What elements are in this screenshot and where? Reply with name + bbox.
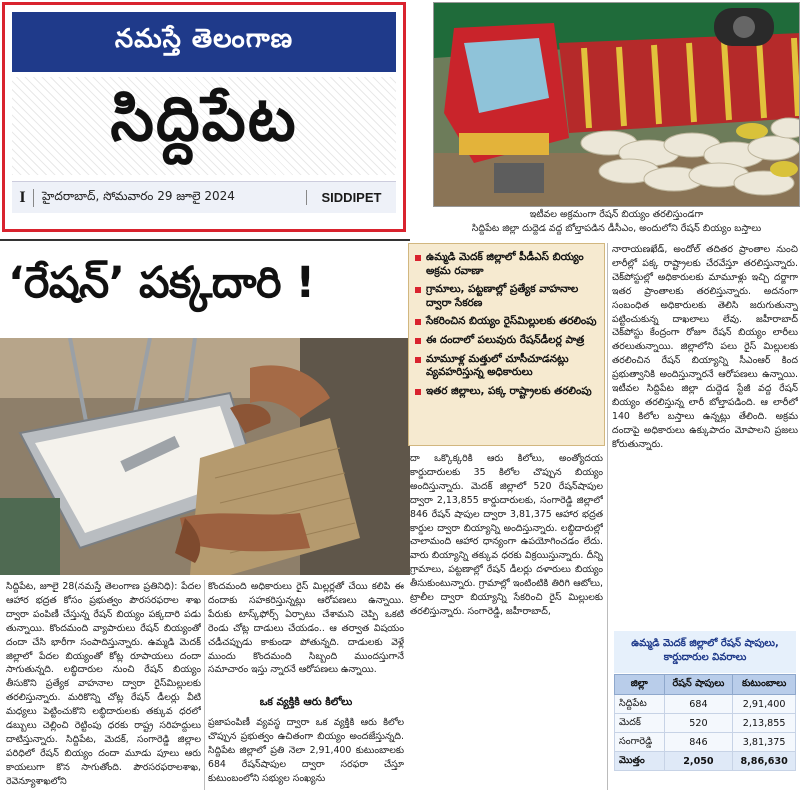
article-column-2-top: కొందమంది అధికారులు రైస్ మిల్లర్లతో చేయి కలిపి ఈ దందాకు సహకరిస్తున్నట్లు ఆరోపణలు ఉన్నాయి. పేరుకు టాస్క్‌ఫోర్స్ ఏర్పాటు చేశామని చెప్పి ఒకటి రెండు చోట్ల దాడులు చేయడం.. ఆ తర్వాత విషయం చడీచప్పుడు కాకుండా పోతున్నది. దాడులకు వెళ్లే ముందు కొందమంది సిబ్బంది ముందస్తుగానే సమాచారం ఇస్తు న్నారనే ఆరోపణలు ఉన్నాయి. bbox=[208, 581, 404, 676]
top-photo-caption bbox=[433, 208, 800, 240]
table-row bbox=[615, 695, 796, 714]
cell-district: సిద్దిపేట bbox=[615, 695, 665, 714]
highlight-item: ఉమ్మడి మెదక్ జిల్లాలో పీడీఎస్ బియ్యం అక్రమ రవాణా bbox=[415, 251, 598, 278]
weighing-photo-illustration bbox=[0, 338, 410, 575]
table-title-line-1: ఉమ్మడి మెదక్ జిల్లాలో రేషన్ షాపులు, bbox=[631, 638, 779, 649]
column-divider bbox=[204, 580, 205, 790]
caption-line-1: ఇటీవల అక్రమంగా రేషన్ బియ్యం తరలిస్తుండగా bbox=[529, 209, 704, 220]
highlight-item: మామూళ్ల మత్తులో చూసీచూడనట్లు వ్యవహరిస్తున్న అధికారులు bbox=[415, 353, 598, 380]
cell-families: 2,91,400 bbox=[733, 695, 796, 714]
table-title-line-2: కార్డుదారుల వివరాలు bbox=[663, 652, 747, 663]
page-number: I bbox=[12, 189, 34, 207]
caption-line-2: సిద్దిపేట జిల్లా దుద్దెడ వద్ద బోల్తాపడిన డీసీఎం, అందులోని రేషన్ బియ్యం బస్తాలు bbox=[471, 223, 762, 234]
dateline-strip bbox=[12, 181, 396, 213]
article-column-4: నారాయణఖేడ్, అందోల్ తదితర ప్రాంతాల నుంచి లారీల్లో పక్క రాష్ట్రాలకు చేరవేస్తూ తరలిస్తున్నారు. చెక్‌పోస్టుల్లో అధికారులకు మామూళ్లు ఇచ్చి దర్జాగా ఇతర ప్రాంతాలకు తరలిస్తున్నారు. అదనంగా సంబంధిత అధికారులకు తెలిసి జరుగుతున్నా పట్టించుకున్న దాఖలాలు లేవు. జహీరాబాద్ చెక్‌పోస్టు కేంద్రంగా రోజూ రేషన్ బియ్యం లారీలు తరలుతున్నాయి. జిల్లాలోని పలు రైస్ మిల్లులకు తరలించిన రేషన్ బియ్యాన్ని సీఎంఆర్ కింద ప్రభుత్వానికి అందిస్తున్నారనే ఆరోపణలు ఉన్నాయి. ఇటీవల సిద్దిపేట జిల్లా దుద్దెడ స్టేజీ వద్ద రేషన్ బియ్యం తరలిస్తున్న లారీ బోల్తాపడింది. ఆ లారీలో 140 కిలోల బస్తాలు ఉన్నట్లు తేలింది. అక్రమ దందాపై అధికారులు ఉక్కుపాదం మోపాలని ప్రజలు కోరుతున్నారు. bbox=[612, 244, 798, 450]
overturned-truck-photo bbox=[433, 2, 800, 207]
cell-district: సంగారెడ్డి bbox=[615, 733, 665, 752]
highlight-item: ఈ దందాలో పలువురు రేషన్‌డీలర్ల పాత్ర bbox=[415, 334, 598, 348]
ration-shops-table bbox=[614, 674, 796, 771]
header-district: జిల్లా bbox=[615, 675, 665, 695]
cell-total-shops: 2,050 bbox=[664, 752, 733, 771]
cell-shops: 684 bbox=[664, 695, 733, 714]
article-column-3: దా ఒక్కొక్కరికి ఆరు కిలోలు, అంత్యోదయ కార్డుదారులకు 35 కిలోల చొప్పున బియ్యం అందిస్తున్నారు. మెదక్ జిల్లాలో 520 రేషన్‌షాపుల ద్వారా 2,13,855 కార్డుదారులకు, సంగారెడ్డి జిల్లాలో 846 రేషన్ షాపుల ద్వారా 3,81,375 ఆహార భద్రత కార్డుల ద్వారా బియ్యాన్ని అందిస్తున్నారు. లబ్ధిదారుల్లో చాలామంది ఆహార ధాన్యంగా ఉపయోగించడం లేదు. వారు బియ్యాన్ని తక్కువ ధరకు విక్రయిస్తున్నారు. దీన్ని గ్రామాలు, పట్టణాల్లో రేషన్ డీలర్లు దళారులు బియ్యం తీసుకుంటున్నారు. గ్రామాల్లో ఇంటింటికి తిరిగి ఆటోలు, ట్రాలీల ద్వారా బియ్యాన్ని సేకరించి రైస్ మిల్లులకు తరలిస్తున్నారు. సంగారెడ్డి, జహీరాబాద్, bbox=[410, 453, 603, 617]
edition-label: SIDDIPET bbox=[306, 190, 396, 205]
rice-weighing-photo bbox=[0, 338, 410, 575]
cell-total-label: మొత్తం bbox=[615, 752, 665, 771]
header-families: కుటుంబాలు bbox=[733, 675, 796, 695]
highlight-item: గ్రామాలు, పట్టణాల్లో ప్రత్యేక వాహనాల ద్వారా సేకరణ bbox=[415, 283, 598, 310]
cell-district: మెదక్ bbox=[615, 714, 665, 733]
table-row bbox=[615, 733, 796, 752]
table-header-row bbox=[615, 675, 796, 695]
table-title bbox=[614, 631, 796, 673]
cell-shops: 520 bbox=[664, 714, 733, 733]
cell-families: 2,13,855 bbox=[733, 714, 796, 733]
article-subhead: ఒక వ్యక్తికి ఆరు కిలోలు bbox=[259, 696, 353, 708]
section-divider bbox=[0, 239, 410, 241]
article-column-2-bottom: ప్రజాపంపిణీ వ్యవస్థ ద్వారా ఒక వ్యక్తికి ఆరు కిలోల చొప్పున ప్రభుత్వం ఉచితంగా బియ్యం అందజేస్తున్నది. సిద్దిపేట జిల్లాలో ప్రతి నెలా 2,91,400 కుటుంబాలకు 684 రేషన్‌షాపుల ద్వారా సరఫరా చేస్తూ కుటుంబంలోని సభ్యుల సంఖ్యను bbox=[208, 717, 404, 784]
cell-total-families: 8,86,630 bbox=[733, 752, 796, 771]
article-column-1: సిద్దిపేట, జూలై 28(నమస్తే తెలంగాణ ప్రతినిధి): పేదల ఆహార భద్రత కోసం ప్రభుత్వం పౌరసరఫరాల శాఖ ద్వారా పంపిణీ చేస్తున్న రేషన్ బియ్యం పక్కదారి పడు తున్నాయి. కొందమంది వ్యాపారులు రేషన్ బియ్యంతో దందా చేసి భారీగా సంపాదిస్తున్నారు. ఉమ్మడి మెదక్ జిల్లాలో పేదల బియ్యంతో కోట్ల రూపాయలు దందా సాగుతున్నది. లబ్ధిదారుల నుంచి రేషన్ బియ్యం తీసుకొని ప్రత్యేక వాహనాల ద్వారా రైస్‌మిల్లులకు తరలిస్తున్నారు. మరికొన్ని చోట్ల రేషన్ డీలర్లు వీటి మధ్యలు పెట్టించుకొని లబ్ధిదారులకు తక్కువ ధరలో డబ్బులు చెల్లించి రెట్టింపు ధరకు రాష్ట్ర సరిహద్దులు దాటిస్తున్నారు. సిద్దిపేట, మెదక్, సంగారెడ్డి జిల్లాల పరిధిలో రేషన్ బియ్యం దందా మూడు పూలు ఆరు కాయలుగా కొన సాగుతోంది. పౌరసరఫరాలశాఖ, రెవెన్యూశాఖలోని bbox=[6, 581, 201, 787]
masthead bbox=[2, 2, 406, 232]
cell-families: 3,81,375 bbox=[733, 733, 796, 752]
table-row bbox=[615, 714, 796, 733]
newspaper-brand: నమస్తే తెలంగాణ bbox=[12, 12, 396, 72]
highlights-box bbox=[408, 243, 605, 446]
highlight-item: సేకరించిన బియ్యం రైస్‌మిల్లులకు తరలింపు bbox=[415, 315, 598, 329]
main-headline: ‘రేషన్’ పక్కదారి ! bbox=[8, 258, 315, 308]
cell-shops: 846 bbox=[664, 733, 733, 752]
edition-city-title: సిద్దిపేట bbox=[12, 77, 396, 175]
truck-photo-illustration bbox=[434, 3, 800, 207]
header-ration-shops: రేషన్ షాపులు bbox=[664, 675, 733, 695]
dateline: హైదరాబాద్, సోమవారం 29 జూలై 2024 bbox=[42, 189, 235, 203]
highlight-item: ఇతర జిల్లాలు, పక్క రాష్ట్రాలకు తరలింపు bbox=[415, 385, 598, 399]
highlights-list bbox=[415, 251, 598, 398]
column-divider bbox=[607, 243, 608, 790]
table-total-row bbox=[615, 752, 796, 771]
